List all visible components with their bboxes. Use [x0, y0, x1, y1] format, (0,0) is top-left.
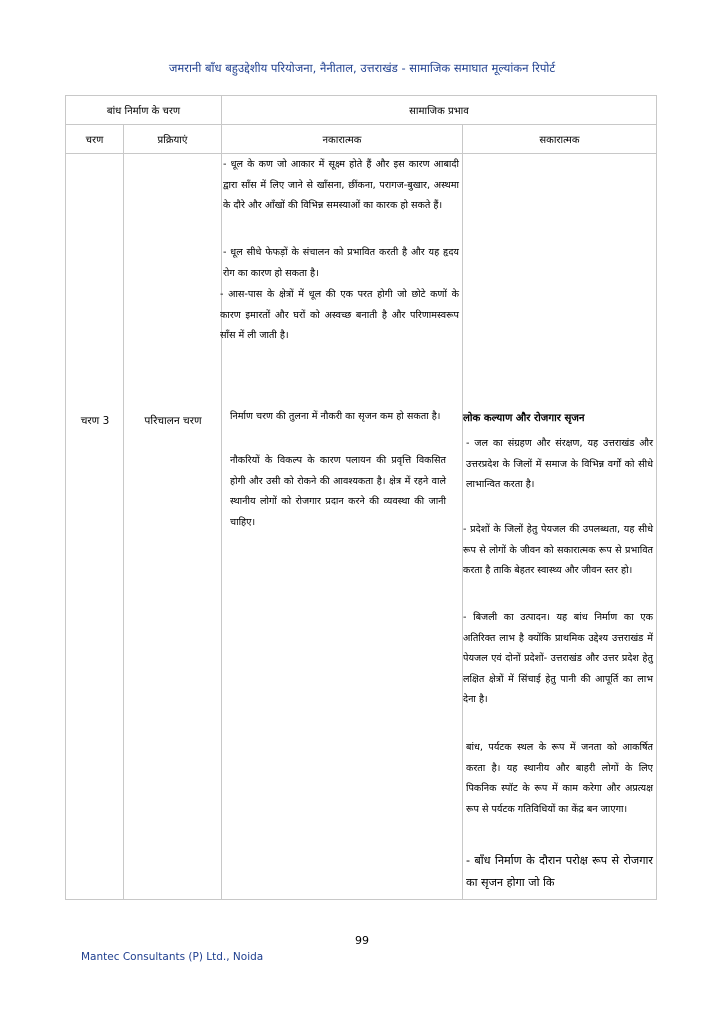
header-processes: प्रक्रियाएं: [124, 125, 222, 154]
negative-point-dust-lungs: - धूल सीधे फेफड़ों के संचालन को प्रभावित करती है और यह हृदय रोग का कारण हो सकता है।: [223, 247, 459, 279]
positive-cell: [463, 154, 657, 900]
header-positive: सकारात्मक: [463, 125, 657, 154]
positive-point-employment: - बाँध निर्माण के दौरान परोक्ष रूप से रोजगार का सृजन होगा जो कि: [466, 854, 653, 889]
header-stage: चरण: [66, 125, 124, 154]
process-cell: [124, 154, 222, 900]
positive-point-tourism: बांध, पर्यटक स्थल के रूप में जनता को आकर्षित करता है। यह स्थानीय और बाहरी लोगों के लिए पिकनिक स्पॉट के रूप में काम करेगा और अप्रत्यक्ष रूप से पर्यटक गतिविधियों का केंद्र बन जाएगा।: [466, 742, 653, 815]
header-negative: नकारात्मक: [222, 125, 463, 154]
positive-heading: लोक कल्याण और रोजगार सृजन: [463, 413, 585, 424]
positive-point-water-conservation: - जल का संग्रहण और संरक्षण, यह उत्तराखंड और उत्तरप्रदेश के जिलों में समाज के विभिन्न वर्गों को सीधे लाभान्वित करता है।: [466, 438, 653, 490]
negative-point-dust-layer: - आस-पास के क्षेत्रों में धूल की एक परत होगी जो छोटे कणों के कारण इमारतों और घरों को अस्वच्छ बनाती है और परिणामस्वरूप साँस में ली जाती है।: [220, 289, 459, 341]
group-header-row: [66, 96, 657, 125]
page-number: 99: [355, 934, 369, 947]
negative-point-dust-respiratory: - धूल के कण जो आकार में सूक्ष्म होते हैं और इस कारण आबादी द्वारा साँस में लिए जाने से खाँसना, छींकना, परागज-बुखार, अस्थमा के दौरे और आँखों की विभिन्न समस्याओं का कारक हो सकते हैं।: [223, 159, 459, 211]
negative-point-jobs-less: निर्माण चरण की तुलना में नौकरी का सृजन कम हो सकता है।: [230, 411, 441, 422]
social-impact-table: [65, 95, 657, 900]
table-row: [66, 154, 657, 900]
negative-point-migration: नौकरियों के विकल्प के कारण पलायन की प्रवृत्ति विकसित होगी और उसी को रोकने की आवश्यकता है। क्षेत्र में रहने वाले स्थानीय लोगों को रोजगार प्रदान करने की व्यवस्था की जानी चाहिए।: [230, 455, 446, 528]
process-value: परिचालन चरण: [144, 415, 202, 427]
stage-value: चरण 3: [80, 415, 110, 427]
negative-cell: [222, 154, 463, 900]
company-name: Mantec Consultants (P) Ltd., Noida: [81, 951, 264, 963]
header-construction-stage: बांध निर्माण के चरण: [66, 96, 222, 125]
stage-cell: [66, 154, 124, 900]
column-header-row: [66, 125, 657, 154]
positive-point-drinking-water: - प्रदेशों के जिलों हेतु पेयजल की उपलब्धता, यह सीधे रूप से लोगों के जीवन को सकारात्मक रूप से प्रभावित करता है ताकि बेहतर स्वास्थ्य और जीवन स्तर हो।: [463, 524, 653, 576]
header-social-impact: सामाजिक प्रभाव: [222, 96, 657, 125]
page-header-title: जमरानी बाँध बहुउद्देशीय परियोजना, नैनीताल, उत्तराखंड - सामाजिक समाघात मूल्यांकन रिपोर्ट: [168, 61, 556, 75]
positive-point-electricity: - बिजली का उत्पादन। यह बांध निर्माण का एक अतिरिक्त लाभ है क्योंकि प्राथमिक उद्देश्य उत्तराखंड में पेयजल एवं दोनों प्रदेशों- उत्तराखंड और उत्तर प्रदेश हेतु लक्षित क्षेत्रों में सिंचाई हेतु पानी की आपूर्ति का लाभ देना है।: [463, 612, 653, 705]
